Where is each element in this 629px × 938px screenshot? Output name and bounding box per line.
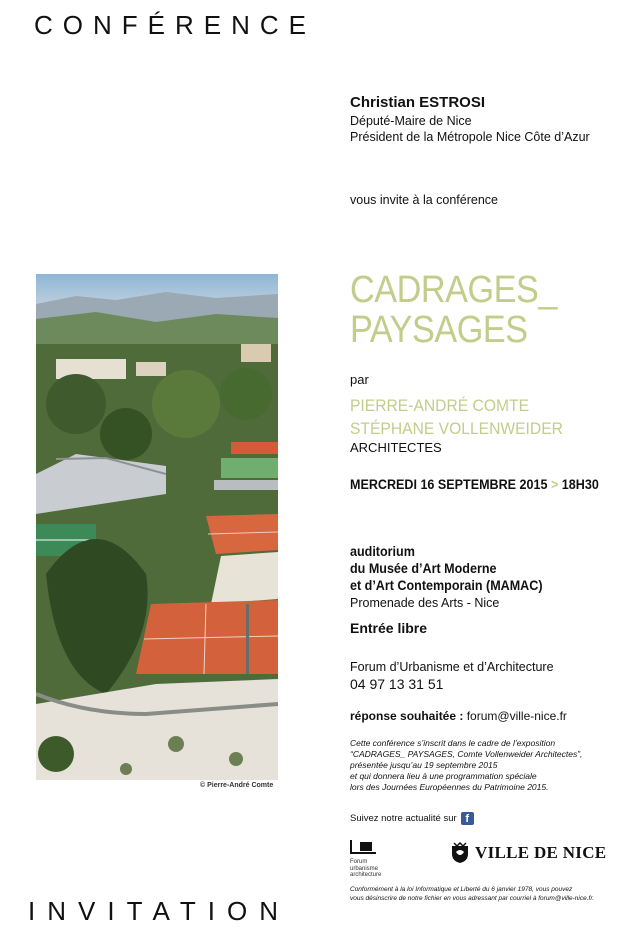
event-time: 18H30 [561, 477, 599, 492]
host-title-2: Président de la Métropole Nice Côte d’Azur [350, 130, 590, 144]
forum-name: Forum d’Urbanisme et d’Architecture [350, 660, 554, 674]
venue-line-3: et d’Art Contemporain (MAMAC) [350, 578, 543, 593]
forum-logo-line: architecture [350, 872, 382, 878]
rsvp-email[interactable]: forum@ville-nice.fr [466, 709, 567, 723]
forum-logo-mark [350, 840, 376, 854]
rsvp-label: réponse souhaitée : [350, 709, 464, 723]
landscape-photo [36, 274, 278, 780]
event-day: MERCREDI 16 SEPTEMBRE 2015 [350, 477, 548, 492]
nice-crest-icon [450, 842, 470, 864]
forum-logo-line: urbanisme [350, 865, 379, 872]
facebook-icon[interactable]: f [461, 812, 474, 825]
event-date [350, 477, 599, 492]
date-separator: > [550, 477, 559, 492]
privacy-notice [350, 885, 610, 903]
invite-text: vous invite à la conférence [350, 193, 499, 207]
forum-logo-line: Forum [350, 859, 368, 865]
rsvp [350, 709, 567, 723]
entry-info: Entrée libre [350, 620, 428, 636]
note-line: lors des Journées Européennes du Patrimoine 2015. [350, 782, 549, 792]
speaker-1: PIERRE-ANDRÉ COMTE [350, 396, 530, 415]
follow-us [350, 812, 474, 825]
exhibition-note [350, 738, 600, 793]
host-name: Christian ESTROSI [350, 94, 486, 111]
note-line: et qui donnera lieu à une programmation spéciale [350, 771, 537, 781]
ville-de-nice-logo [450, 842, 606, 864]
venue-line-1: auditorium [350, 544, 415, 559]
venue-address: Promenade des Arts - Nice [350, 596, 500, 610]
venue [350, 543, 542, 594]
photo-credit: © Pierre-André Comte [200, 782, 274, 789]
note-line: “CADRAGES_ PAYSAGES, Comte Vollenweider Architectes”, [350, 749, 583, 759]
venue-line-2: du Musée d’Art Moderne [350, 561, 497, 576]
privacy-line: Conformément à la loi Informatique et Liberté du 6 janvier 1978, vous pouvez [350, 886, 573, 893]
title-line-1: CADRAGES_ [350, 269, 557, 311]
forum-phone: 04 97 13 31 51 [350, 676, 444, 692]
footer-title: INVITATION [28, 896, 291, 926]
conference-title [350, 270, 557, 350]
forum-logo [350, 840, 390, 876]
note-line: présentée jusqu’au 19 septembre 2015 [350, 760, 498, 770]
speaker-2: STÉPHANE VOLLENWEIDER [350, 419, 563, 438]
forum-logo-text [350, 859, 390, 879]
by-label: par [350, 372, 369, 387]
host-title-1: Député-Maire de Nice [350, 114, 472, 128]
speakers-role: ARCHITECTES [350, 440, 442, 455]
note-line: Cette conférence s’inscrit dans le cadre de l’exposition [350, 738, 556, 748]
privacy-line: vous désinscrire de notre fichier en vous adressant par courriel à forum@ville-nice.fr. [350, 895, 595, 902]
header-title: CONFÉRENCE [34, 10, 317, 40]
ville-de-nice-text: VILLE DE NICE [475, 843, 607, 862]
title-line-2: PAYSAGES [350, 309, 528, 351]
follow-text: Suivez notre actualité sur [350, 813, 457, 824]
